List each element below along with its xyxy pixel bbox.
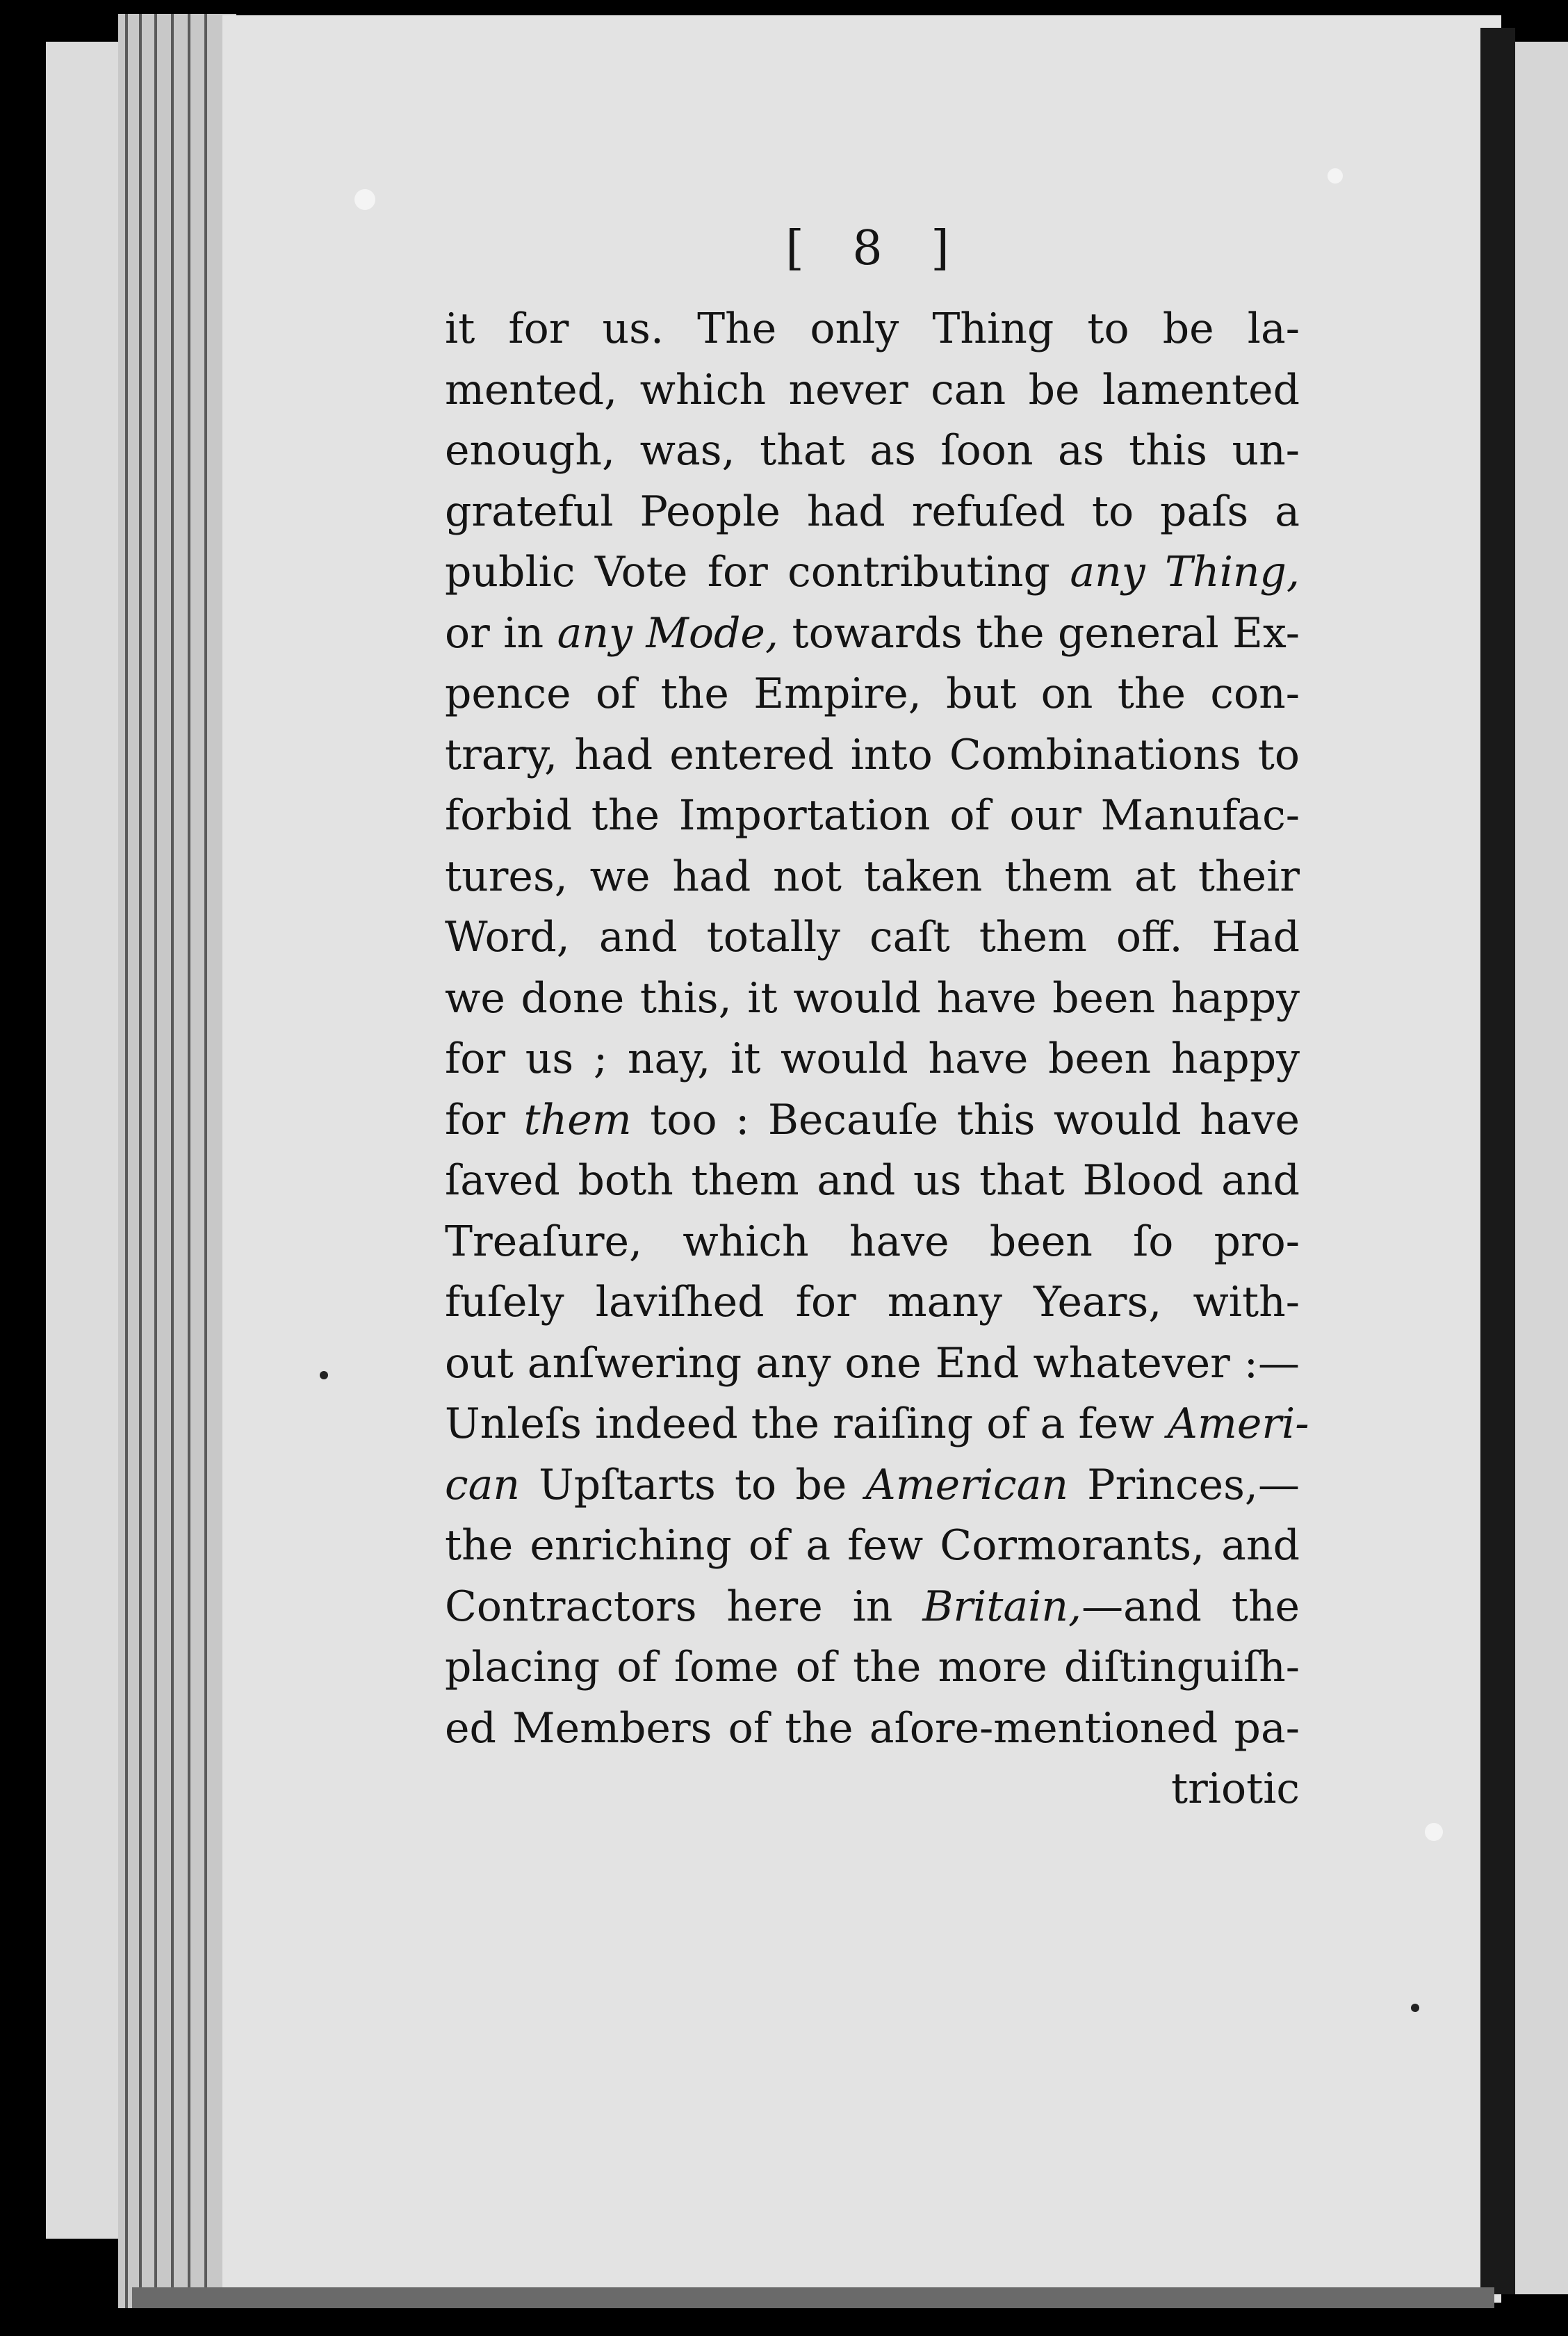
page-edge-line — [188, 14, 190, 2308]
text-run: the enriching of a few Cormorants, and — [445, 1521, 1300, 1570]
text-run: public Vote for contributing — [445, 548, 1070, 597]
paper-speck — [1425, 1823, 1443, 1841]
page-edge-line — [139, 14, 142, 2308]
italic-text: Britain, — [922, 1582, 1082, 1631]
page-number: [ 8 ] — [785, 221, 966, 276]
text-line — [445, 1455, 1300, 1516]
text-run: Treaſure, which have been ſo pro- — [445, 1217, 1300, 1266]
text-run: enough, was, that as ſoon as this un- — [445, 426, 1300, 475]
text-line — [445, 360, 1300, 421]
page-edge-line — [125, 14, 128, 2308]
text-line — [445, 1759, 1300, 1820]
text-line — [445, 907, 1300, 968]
text-run: too : Becauſe this would have — [631, 1095, 1300, 1144]
italic-text: Ameri- — [1167, 1400, 1309, 1448]
italic-text: can — [445, 1460, 521, 1509]
text-run: grateful People had refuſed to paſs a — [445, 487, 1300, 536]
page-body-text — [445, 299, 1309, 1820]
italic-text: American — [865, 1460, 1068, 1509]
text-line — [445, 1090, 1300, 1151]
text-line — [445, 299, 1300, 360]
text-run: out anſwering any one End whatever :— — [445, 1338, 1300, 1388]
text-line — [445, 603, 1300, 665]
page-edge-stack — [118, 14, 236, 2308]
text-run: it for us. The only Thing to be la- — [445, 305, 1300, 353]
page-edge-line — [154, 14, 157, 2308]
text-run: Unleſs indeed the raiſing of a few — [445, 1400, 1168, 1448]
text-run: trary, had entered into Combinations to — [445, 730, 1300, 779]
text-run: mented, which never can be lamented — [445, 365, 1300, 414]
text-run: ſaved both them and us that Blood and — [445, 1156, 1300, 1205]
text-run: or in — [445, 608, 557, 658]
text-line — [445, 1272, 1300, 1333]
text-line — [445, 968, 1300, 1030]
page-edge-line — [204, 14, 207, 2308]
text-run: ed Members of the aſore-mentioned pa- — [445, 1703, 1300, 1753]
italic-text: any Thing, — [1070, 548, 1300, 597]
text-line — [445, 1212, 1300, 1273]
left-page-sliver — [46, 42, 122, 2239]
text-line — [445, 1516, 1300, 1577]
next-page-sliver — [1515, 42, 1568, 2294]
text-run: towards the general Ex- — [778, 608, 1300, 658]
text-line — [445, 1698, 1300, 1760]
text-line — [445, 542, 1300, 603]
text-run: triotic — [1170, 1765, 1300, 1813]
text-line — [445, 1151, 1300, 1212]
text-line — [445, 1637, 1300, 1698]
text-run: for — [445, 1095, 524, 1144]
text-run: tures, we had not taken them at their — [445, 852, 1300, 901]
text-run: Princes,— — [1068, 1460, 1300, 1509]
text-line — [445, 725, 1300, 786]
text-run: —and the — [1081, 1582, 1300, 1631]
binding-gutter — [1480, 28, 1515, 2294]
text-line — [445, 1577, 1300, 1638]
text-line — [445, 664, 1300, 725]
text-run: Upſtarts to be — [520, 1460, 866, 1509]
text-line — [445, 1029, 1300, 1090]
page-bottom-edge — [132, 2287, 1494, 2308]
italic-text: any Mode, — [557, 608, 778, 658]
text-line — [445, 421, 1300, 482]
paper-speck — [354, 189, 375, 210]
paper-speck — [1411, 2004, 1419, 2012]
text-run: for us ; nay, it would have been happy — [445, 1035, 1300, 1083]
text-line — [445, 1333, 1300, 1395]
text-line — [445, 786, 1300, 847]
paper-speck — [1328, 168, 1343, 184]
text-run: placing of ſome of the more diſtinguiſh- — [445, 1643, 1300, 1692]
text-line — [445, 482, 1300, 543]
text-run: we done this, it would have been happy — [445, 973, 1300, 1023]
text-run: Word, and totally caſt them off. Had — [445, 913, 1300, 962]
paper-speck — [320, 1371, 328, 1379]
text-run: Contractors here in — [445, 1582, 923, 1631]
text-line — [445, 847, 1300, 908]
text-run: fuſely laviſhed for many Years, with- — [445, 1278, 1300, 1327]
text-run: forbid the Importation of our Manufac- — [445, 791, 1300, 840]
text-run: pence of the Empire, but on the con- — [445, 670, 1300, 718]
italic-text: them — [523, 1095, 632, 1144]
text-line — [445, 1394, 1309, 1455]
page-edge-line — [171, 14, 174, 2308]
